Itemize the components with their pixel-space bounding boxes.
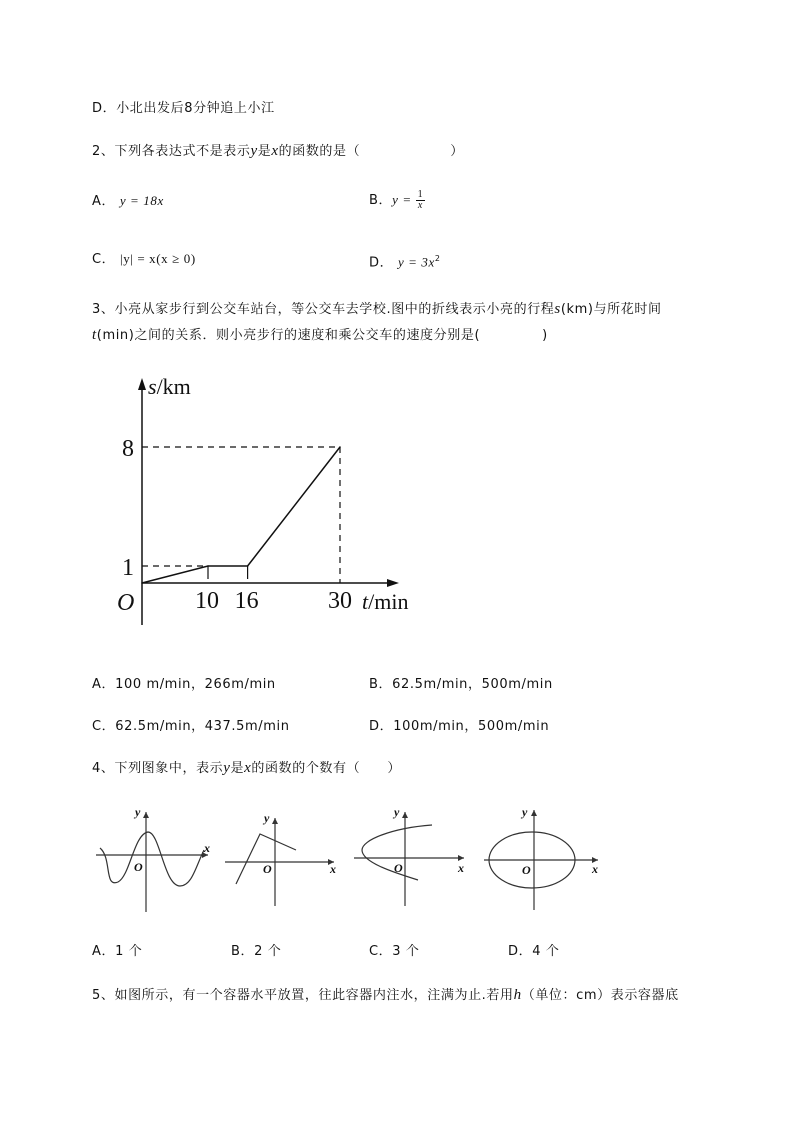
x-tick-label-10: 10 xyxy=(195,588,219,614)
q2-option-d-exponent: 2 xyxy=(434,254,441,263)
graph-3-y-arrow xyxy=(402,812,408,818)
q2-stem-text-b: 是 xyxy=(257,144,272,159)
graph-1-curve xyxy=(100,832,204,886)
graph-1-origin-label: O xyxy=(134,860,143,874)
q4-stem-text-c: 的函数的个数有（ ） xyxy=(251,761,402,776)
q4-var-y: y xyxy=(223,760,231,776)
q2-option-b-lhs: y = xyxy=(392,192,416,207)
graph-2-angle xyxy=(225,818,334,906)
x-axis-label: t/min xyxy=(362,589,409,614)
graph-4-origin-label: O xyxy=(522,863,531,877)
q3-line2-end: ) xyxy=(542,328,548,343)
graph-3-parabola xyxy=(354,812,464,906)
graph-2-y-label: y xyxy=(264,811,270,825)
graph-2-curve xyxy=(236,834,296,884)
graph-3-x-label: x xyxy=(458,861,464,875)
y-axis-label: s/km xyxy=(148,374,191,399)
graph-3-y-label: y xyxy=(394,805,400,819)
q5-var-h: h xyxy=(513,987,522,1003)
origin-label: O xyxy=(117,590,135,616)
graph-4-y-label: y xyxy=(522,805,528,819)
q2-option-c-label: C． xyxy=(92,252,116,267)
graph-4-y-arrow xyxy=(531,810,537,816)
q3-var-t: t xyxy=(92,327,97,343)
graph-3-origin-label: O xyxy=(394,861,403,875)
q3-line1-text-b: (km)与所花时间 xyxy=(560,302,662,317)
q2-option-a-label: A． xyxy=(92,194,116,209)
q2-option-a-expr: y = 18x xyxy=(119,193,164,208)
q5-text-b: （单位：cm）表示容器底 xyxy=(521,988,679,1003)
q3-option-d: D．100m/min，500m/min xyxy=(369,719,550,734)
q2-stem-text-a: 2、下列各表达式不是表示 xyxy=(92,144,251,159)
q3-line1-text-a: 3、小亮从家步行到公交车站台，等公交车去学校.图中的折线表示小亮的行程 xyxy=(92,302,555,317)
q5-stem xyxy=(92,986,679,1005)
graph-2-origin-label: O xyxy=(263,862,272,876)
q4-stem-text-a: 4、下列图象中，表示 xyxy=(92,761,224,776)
graph-2-y-arrow xyxy=(272,818,278,824)
q3-option-a: A．100 m/min，266m/min xyxy=(92,677,276,692)
q2-var-y: y xyxy=(250,143,258,159)
x-tick-label-16: 16 xyxy=(234,588,259,614)
q4-var-x: x xyxy=(244,760,252,776)
y-tick-label-8: 8 xyxy=(122,436,134,462)
graph-1-sine xyxy=(96,812,208,912)
q2-stem-text-c: 的函数的是（ xyxy=(278,144,361,159)
graph-1-y-arrow xyxy=(143,812,149,818)
q5-text-a: 5、如图所示，有一个容器水平放置，往此容器内注水，注满为止.若用 xyxy=(92,988,514,1003)
q4-option-c: C．3 个 xyxy=(369,944,420,959)
q3-option-b: B．62.5m/min，500m/min xyxy=(369,677,553,692)
q4-option-d: D．4 个 xyxy=(508,944,560,959)
q3-line2-text-b: (min)之间的关系．则小亮步行的速度和乘公交车的速度分别是( xyxy=(96,328,481,343)
q2-option-b-numerator: 1 xyxy=(417,189,424,200)
x-tick-label-30: 30 xyxy=(328,588,352,614)
q4-option-a: A．1 个 xyxy=(92,944,143,959)
q2-option-b-denominator: x xyxy=(417,200,423,211)
graph-4-ellipse xyxy=(484,810,598,910)
q1-option-d: D．小北出发后8分钟追上小江 xyxy=(92,101,275,116)
q2-option-c-expr: |y| = x(x ≥ 0) xyxy=(120,251,196,266)
q2-option-b-label: B． xyxy=(369,193,393,208)
q4-option-b: B．2 个 xyxy=(231,944,282,959)
q2-option-d-expr: y = 3x xyxy=(397,254,435,270)
q4-stem-text-b: 是 xyxy=(230,761,245,776)
q3-option-c: C．62.5m/min，437.5m/min xyxy=(92,719,290,734)
q2-stem-end: ） xyxy=(450,144,464,159)
q2-option-d-label: D． xyxy=(369,255,394,271)
q3-var-s: s xyxy=(554,301,561,317)
graph-4-x-label: x xyxy=(592,862,598,876)
graph-1-y-label: y xyxy=(135,805,141,819)
y-tick-label-1: 1 xyxy=(122,555,134,581)
q2-var-x: x xyxy=(271,143,279,159)
graph-1-x-label: x xyxy=(204,841,210,855)
graph-2-x-label: x xyxy=(330,862,336,876)
